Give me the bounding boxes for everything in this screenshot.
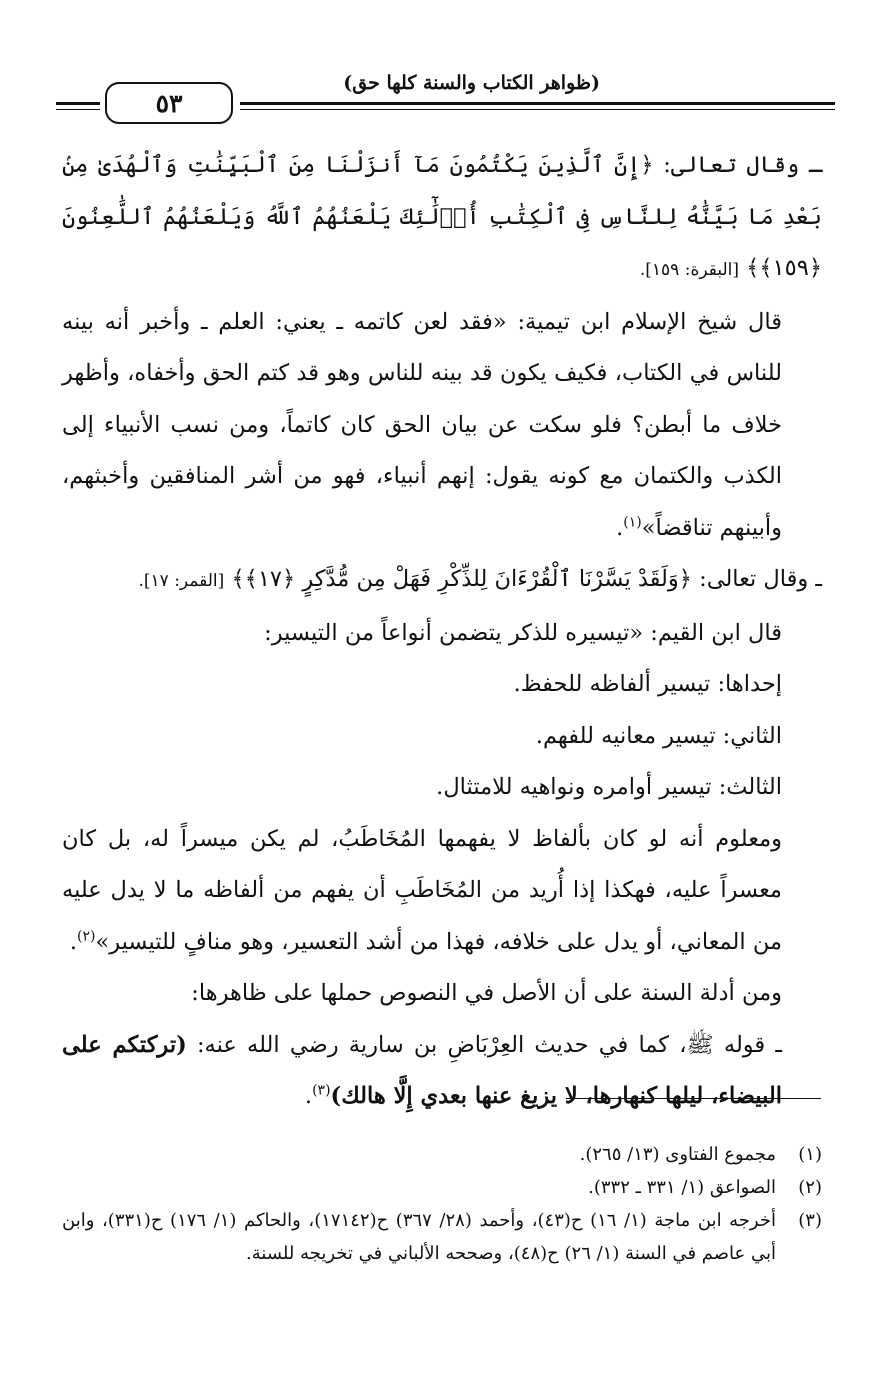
page-header xyxy=(50,68,835,128)
footnote-ref: (٣) xyxy=(312,1082,331,1099)
footnote xyxy=(62,1204,822,1270)
paragraph-sunnah-intro: ومن أدلة السنة على أن الأصل في النصوص حملها على ظاهرها: xyxy=(191,980,782,1006)
footnote-ref: (٢) xyxy=(76,928,96,944)
list-item: إحداها: تيسير ألفاظه للحفظ. xyxy=(513,671,782,697)
quran-verse: ـ وقال تعالى: ﴿وَلَقَدْ يَسَّرْنَا ٱلْقُرْءَانَ لِلذِّكْرِ فَهَلْ مِن مُّدَّكِرٍ ﴿١٧﴾﴾ xyxy=(231,566,822,592)
header-rule xyxy=(56,109,100,110)
running-title: (ظواهر الكتاب والسنة كلها حق) xyxy=(343,72,600,94)
footnote-separator xyxy=(566,1098,821,1099)
header-rule xyxy=(240,102,835,105)
hadith-intro: ـ قوله ﷺ، كما في حديث العِرْبَاضِ بن سارية رضي الله عنه: xyxy=(186,1031,782,1058)
footnote-text: أخرجه ابن ماجة (١/ ١٦) ح(٤٣)، وأحمد (٢٨/ ٣٦٧) ح(١٧١٤٢)، والحاكم (١/ ١٧٦) ح(٣٣١)، وابن أبي عاصم في السنة (١/ ٢٦) ح(٤٨)، وصححه الألباني في تخريجه للسنة. xyxy=(62,1210,776,1264)
header-rule xyxy=(240,109,835,110)
list-item: الثالث: تيسير أوامره ونواهيه للامتثال. xyxy=(436,774,782,800)
footnote xyxy=(62,1171,822,1204)
period: . xyxy=(616,514,624,541)
footnote-ref: (١) xyxy=(623,514,642,530)
footnote-text: الصواعق (١/ ٣٣١ ـ ٣٣٢). xyxy=(588,1177,776,1198)
main-text xyxy=(62,140,822,1123)
verse-citation: [البقرة: ١٥٩]. xyxy=(639,260,740,280)
quote-text: قال شيخ الإسلام ابن تيمية: «فقد لعن كاتمه ـ يعني: العلم ـ وأخبر أنه بينه للناس في الكتاب، فكيف يكون قد بينه للناس وهو قد كتم الحق وأخفاه، وأظهر خلاف ما أبطن؟ فلو سكت عن بيان الحق كان كاتماً، ومن نسب الأنبياء إلى الكذب والكتمان مع كونه يقول: إنهم أنبياء، فهو من أشر المنافقين وأخبثهم، وأبينهم تناقضاً» xyxy=(62,308,782,541)
footnotes xyxy=(62,1138,822,1270)
footnote-number: (١) xyxy=(798,1144,822,1165)
paragraph-verse-2 xyxy=(62,554,822,608)
paragraph-verse-1 xyxy=(62,140,822,297)
footnote-text: مجموع الفتاوى (١٣/ ٢٦٥). xyxy=(579,1144,776,1165)
header-rule xyxy=(56,102,100,105)
quote-text: ومعلوم أنه لو كان بألفاظ لا يفهمها المُخَاطَبُ، لم يكن ميسراً له، بل كان معسراً عليه، فهكذا إذا أُريد من المُخَاطَبِ أن يفهم من ألفاظه ما لا يدل عليه من المعاني، أو يدل على خلافه، فهذا من أشد التعسير، وهو منافٍ للتيسير» xyxy=(62,825,782,955)
footnote-number: (٣) xyxy=(798,1210,822,1231)
page-number: ٥٣ xyxy=(105,82,233,124)
paragraph-ibn-taymiyya xyxy=(62,297,822,555)
verse-citation: [القمر: ١٧]. xyxy=(138,571,225,591)
paragraph-explanation xyxy=(62,814,822,969)
hadith-text: (تركتكم على البيضاء، ليلها كنهارها، لا يزيغ عنها بعدي إِلَّا هالك) xyxy=(62,1031,782,1109)
paragraph-hadith xyxy=(62,1020,822,1123)
period: . xyxy=(304,1083,313,1109)
period: . xyxy=(69,928,77,955)
paragraph-ibn-qayyim: قال ابن القيم: «تيسيره للذكر يتضمن أنواعاً من التيسير: xyxy=(264,619,782,646)
list-item: الثاني: تيسير معانيه للفهم. xyxy=(535,722,782,749)
quran-verse: ـ وقال تعالى: ﴿إِنَّ ٱلَّذِينَ يَكْتُمُونَ مَآ أَنزَلْنَا مِنَ ٱلْبَيِّنَٰتِ وَٱلْهُدَىٰ مِنۢ بَعْدِ مَا بَيَّنَّٰهُ لِلنَّاسِ فِى ٱلْكِتَٰبِ أُو۟لَٰٓئِكَ يَلْعَنُهُمُ ٱللَّهُ وَيَلْعَنُهُمُ ٱللَّٰعِنُونَ ﴿١٥٩﴾﴾ xyxy=(62,152,822,281)
footnote xyxy=(62,1138,822,1171)
footnote-number: (٢) xyxy=(798,1177,822,1198)
